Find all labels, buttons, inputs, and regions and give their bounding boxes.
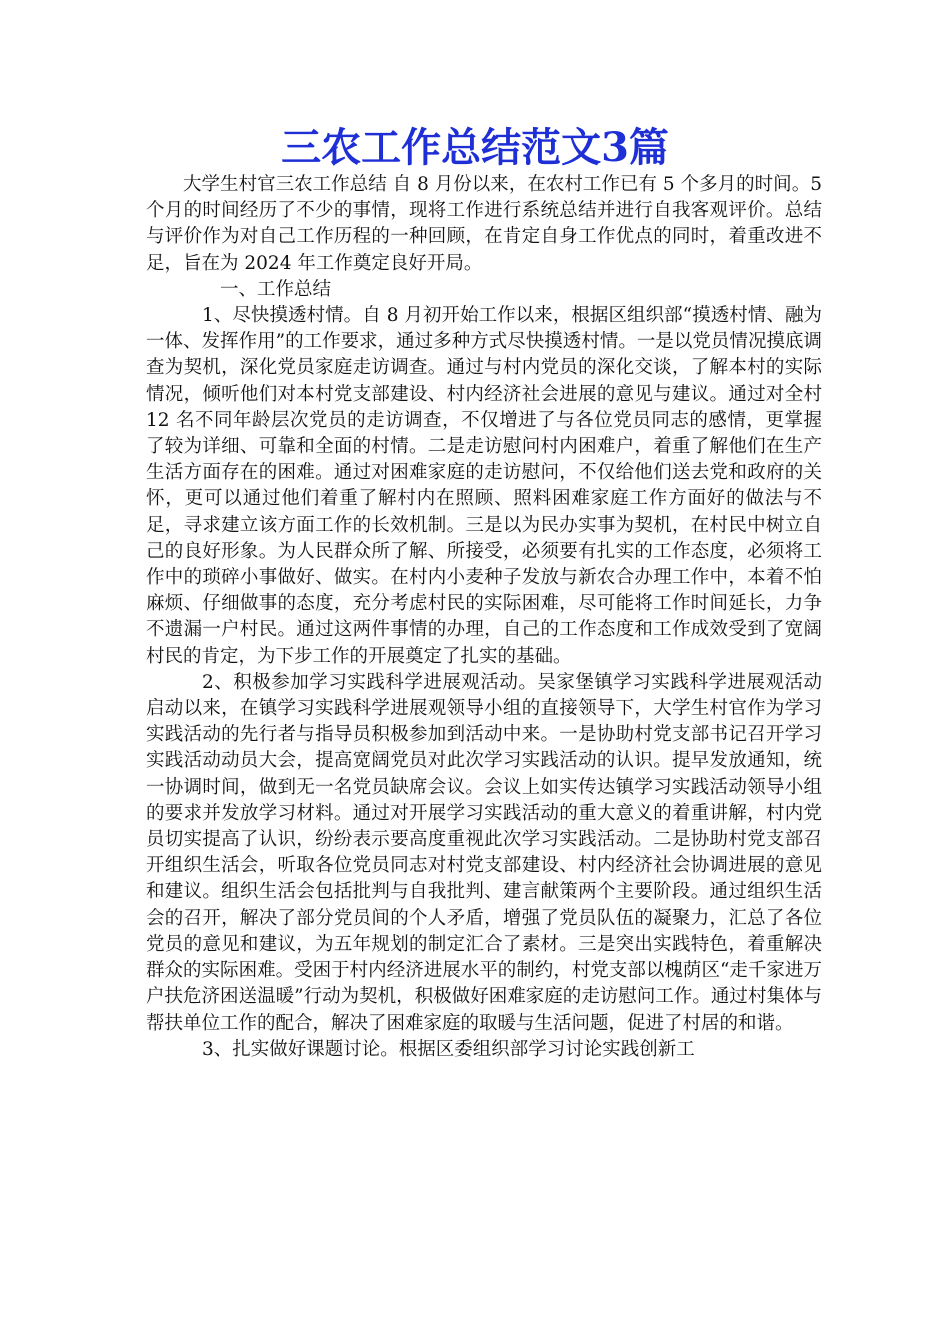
- intro-paragraph: 大学生村官三农工作总结 自 8 月份以来，在农村工作已有 5 个多月的时间。5 个月的时间经历了不少的事情，现将工作进行系统总结并进行自我客观评价。总结与评价作为对自己工作历程的一种回顾，在肯定自身工作优点的同时，着重改进不足，旨在为 2024 年工作奠定良好开局。: [146, 174, 822, 274]
- document-title: 三农工作总结范文3篇: [281, 124, 669, 171]
- paragraph-item-2: 2、积极参加学习实践科学进展观活动。吴家堡镇学习实践科学进展观活动启动以来，在镇学习实践科学进展观领导小组的直接领导下，大学生村官作为学习实践活动的先行者与指导员积极参加到活动中来。一是协助村党支部书记召开学习实践活动动员大会，提高宽阔党员对此次学习实践活动的认识。提早发放通知，统一协调时间，做到无一名党员缺席会议。会议上如实传达镇学习实践活动领导小组的要求并发放学习材料。通过对开展学习实践活动的重大意义的着重讲解，村内党员切实提高了认识，纷纷表示要高度重视此次学习实践活动。二是协助村党支部召开组织生活会，听取各位党员同志对村党支部建设、村内经济社会协调进展的意见和建议。组织生活会包括批判与自我批判、建言献策两个主要阶段。通过组织生活会的召开，解决了部分党员间的个人矛盾，增强了党员队伍的凝聚力，汇总了各位党员的意见和建议，为五年规划的制定汇合了素材。三是突出实践特色，着重解决群众的实际困难。受困于村内经济进展水平的制约，村党支部以槐荫区“走千家进万户扶危济困送温暖”行动为契机，积极做好困难家庭的走访慰问工作。通过村集体与帮扶单位工作的配合，解决了困难家庭的取暖与生活问题，促进了村居的和谐。: [146, 671, 822, 1034]
- document-body: [146, 172, 822, 1063]
- section-heading-work-summary: 一、工作总结: [220, 278, 332, 300]
- paragraph-item-1: 1、尽快摸透村情。自 8 月初开始工作以来，根据区组织部“摸透村情、融为一体、发挥作用”的工作要求，通过多种方式尽快摸透村情。一是以党员情况摸底调查为契机，深化党员家庭走访调查。通过与村内党员的深化交谈，了解本村的实际情况，倾听他们对本村党支部建设、村内经济社会进展的意见与建议。通过对全村 12 名不同年龄层次党员的走访调查，不仅增进了与各位党员同志的感情，更掌握了较为详细、可靠和全面的村情。二是走访慰问村内困难户，着重了解他们在生产生活方面存在的困难。通过对困难家庭的走访慰问，不仅给他们送去党和政府的关怀，更可以通过他们着重了解村内在照顾、照料困难家庭工作方面好的做法与不足，寻求建立该方面工作的长效机制。三是以为民办实事为契机，在村民中树立自己的良好形象。为人民群众所了解、所接受，必须要有扎实的工作态度，必须将工作中的琐碎小事做好、做实。在村内小麦种子发放与新农合办理工作中，本着不怕麻烦、仔细做事的态度，充分考虑村民的实际困难，尽可能将工作时间延长，力争不遗漏一户村民。通过这两件事情的办理，自己的工作态度和工作成效受到了宽阔村民的肯定，为下步工作的开展奠定了扎实的基础。: [146, 305, 822, 667]
- paragraph-item-3: 3、扎实做好课题讨论。根据区委组织部学习讨论实践创新工: [202, 1038, 695, 1060]
